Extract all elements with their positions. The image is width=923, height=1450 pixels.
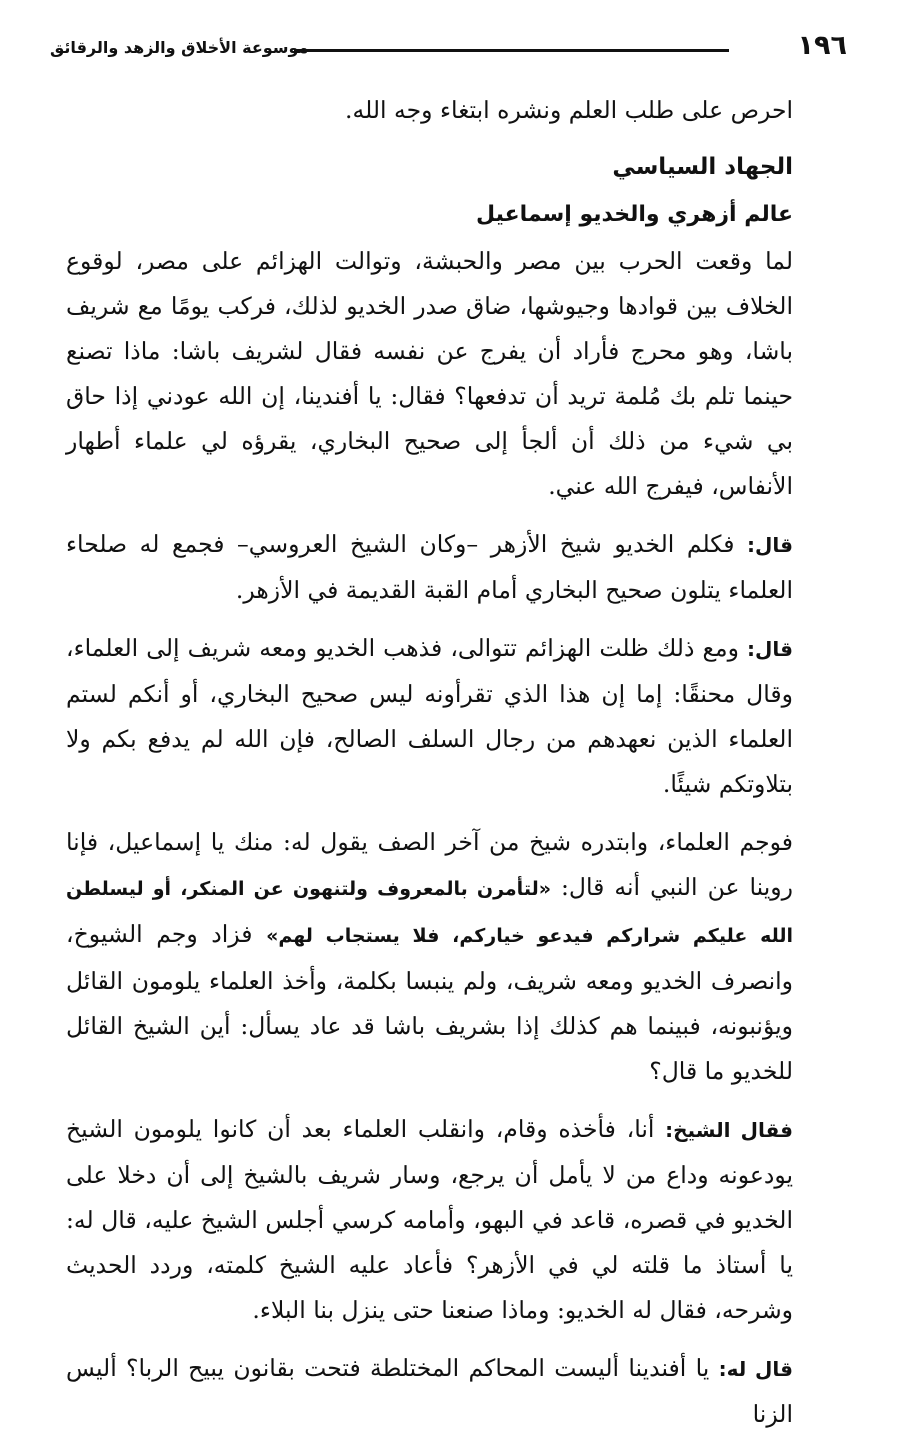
- paragraph-2: [66, 522, 793, 613]
- paragraph-text: يا أفندينا أليست المحاكم المختلطة فتحت بقانون يبيح الربا؟ أليس الزنا: [66, 1354, 793, 1428]
- paragraph-6: [66, 1346, 793, 1437]
- paragraph-text: فوجم العلماء، وابتدره شيخ من آخر الصف يقول له: منك يا إسماعيل، فإنا روينا عن النبي أنه قال:: [66, 828, 793, 901]
- header-rule: [294, 49, 729, 52]
- paragraph-5: [66, 1107, 793, 1333]
- speaker-label: فقال الشيخ:: [665, 1118, 793, 1142]
- paragraph-text: ومع ذلك ظلت الهزائم تتوالى، فذهب الخديو ومعه شريف إلى العلماء، وقال محنقًا: إما إن هذا الذي تقرأونه ليس صحيح البخاري، أو أنكم لستم العلماء الذين نعهدهم من رجال السلف الصالح، فإن الله لم يدفع بكم ولا بتلاوتكم شيئًا.: [66, 634, 793, 798]
- section-title: الجهاد السياسي: [612, 154, 793, 180]
- intro-line: احرص على طلب العلم ونشره ابتغاء وجه الله.: [345, 96, 793, 124]
- book-title: موسوعة الأخلاق والزهد والرقائق: [50, 38, 309, 57]
- paragraph-3: [66, 626, 793, 807]
- hadith-quote: «لتأمرن بالمعروف ولتنهون عن المنكر، أو ليسلطن الله عليكم شراركم فيدعو خياركم، فلا يستجاب لهم»: [66, 878, 793, 947]
- paragraph-text: فكلم الخديو شيخ الأزهر –وكان الشيخ العروسي– فجمع له صلحاء العلماء يتلون صحيح البخاري أمام القبة القديمة في الأزهر.: [66, 530, 793, 604]
- page-number: ١٩٦: [797, 30, 847, 61]
- page-body: [66, 88, 793, 1450]
- subsection-title: عالم أزهري والخديو إسماعيل: [475, 202, 793, 227]
- paragraph-1: لما وقعت الحرب بين مصر والحبشة، وتوالت الهزائم على مصر، لوقوع الخلاف بين قوادها وجيوشها، ضاق صدر الخديو لذلك، فركب يومًا مع شريف باشا، وهو محرج فأراد أن يفرج عن نفسه فقال لشريف باشا: ماذا تصنع حينما تلم بك مُلمة تريد أن تدفعها؟ فقال: يا أفندينا، إن الله عودني إذا حاق بي شيء من ذلك أن ألجأ إلى صحيح البخاري، يقرؤه لي علماء أطهار الأنفاس، فيفرج الله عني.: [66, 247, 793, 500]
- speaker-label: قال:: [747, 637, 793, 661]
- paragraph-4: [66, 820, 793, 1094]
- speaker-label: قال له:: [718, 1357, 794, 1381]
- speaker-label: قال:: [747, 533, 793, 557]
- running-header: [50, 28, 847, 68]
- paragraph-text: أنا، فأخذه وقام، وانقلب العلماء بعد أن كانوا يلومون الشيخ يودعونه وداع من لا يأمل أن يرجع، وسار شريف بالشيخ إلى أن دخلا على الخديو في قصره، قاعد في البهو، وأمامه كرسي أجلس الشيخ عليه، قال له: يا أستاذ ما قلته لي في الأزهر؟ فأعاد عليه الشيخ كلمته، وردد الحديث وشرحه، فقال له الخديو: وماذا صنعنا حتى ينزل بنا البلاء.: [66, 1115, 793, 1324]
- paragraph-text: فزاد وجم الشيوخ، وانصرف الخديو ومعه شريف، ولم ينبسا بكلمة، وأخذ العلماء يلومون القائل ويؤنبونه، فبينما هم كذلك إذا بشريف باشا قد عاد يسأل: أين الشيخ القائل للخديو ما قال؟: [66, 920, 793, 1085]
